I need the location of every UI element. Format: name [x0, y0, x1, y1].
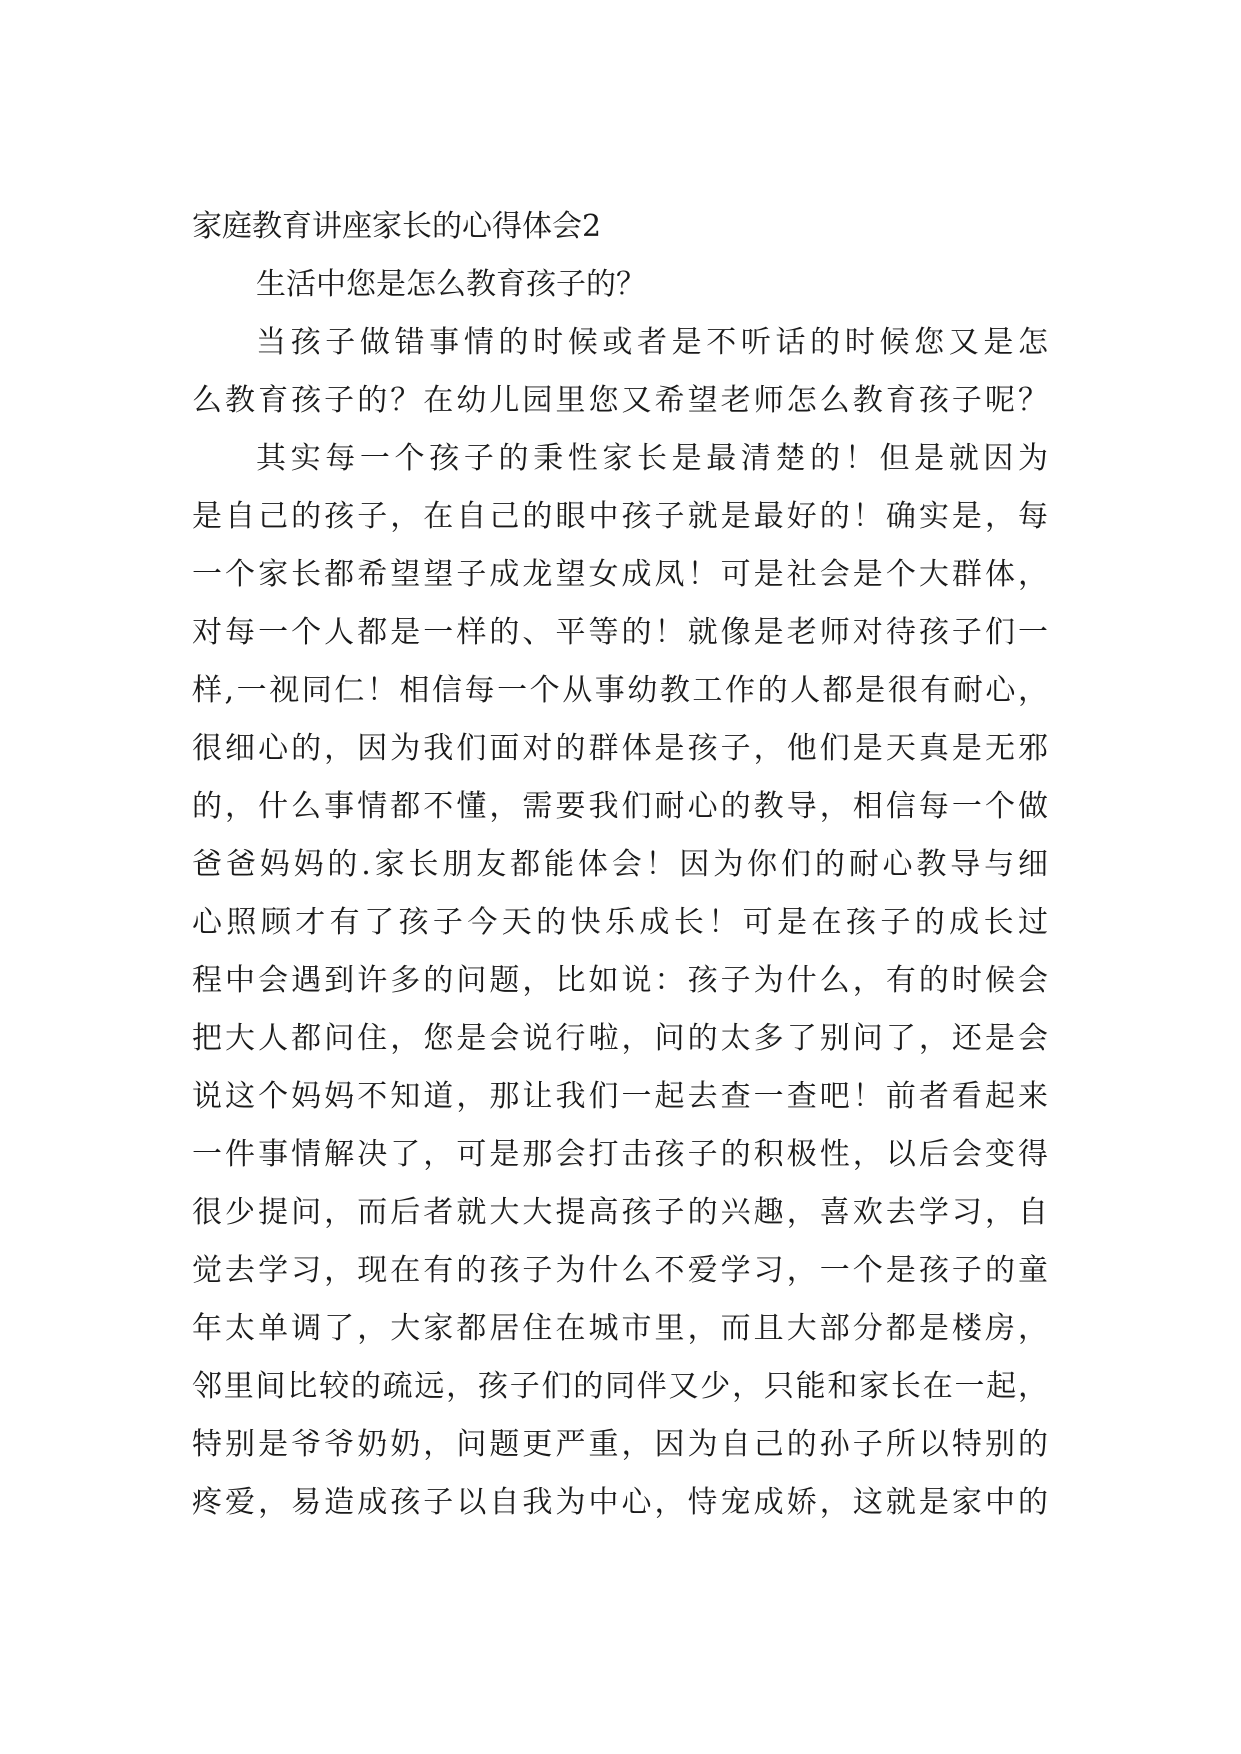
text-line: 是自己的孩子，在自己的眼中孩子就是最好的！确实是，每 [192, 499, 1048, 534]
text-line: 程中会遇到许多的问题，比如说：孩子为什么，有的时候会 [192, 963, 1048, 998]
text-line: 很细心的，因为我们面对的群体是孩子，他们是天真是无邪 [192, 731, 1048, 766]
text-line: 其实每一个孩子的秉性家长是最清楚的！但是就因为 [256, 441, 1048, 476]
text-line: 特别是爷爷奶奶，问题更严重，因为自己的孙子所以特别的 [192, 1427, 1048, 1462]
text-line: 邻里间比较的疏远，孩子们的同伴又少，只能和家长在一起， [192, 1369, 1048, 1404]
text-line: 疼爱，易造成孩子以自我为中心，恃宠成娇，这就是家中的 [192, 1485, 1048, 1520]
question-line: 生活中您是怎么教育孩子的？ [256, 267, 646, 302]
text-line: 么教育孩子的？在幼儿园里您又希望老师怎么教育孩子呢？ [192, 383, 1048, 418]
text-line: 心照顾才有了孩子今天的快乐成长！可是在孩子的成长过 [192, 905, 1048, 940]
text-line: 当孩子做错事情的时候或者是不听话的时候您又是怎 [256, 325, 1048, 360]
text-line: 说这个妈妈不知道，那让我们一起去查一查吧！前者看起来 [192, 1079, 1048, 1114]
document-body [192, 198, 1048, 1532]
text-line: 觉去学习，现在有的孩子为什么不爱学习，一个是孩子的童 [192, 1253, 1048, 1288]
document-title: 家庭教育讲座家长的心得体会2 [192, 209, 602, 244]
text-line: 一个家长都希望望子成龙望女成凤！可是社会是个大群体， [192, 557, 1048, 592]
text-line: 很少提问，而后者就大大提高孩子的兴趣，喜欢去学习，自 [192, 1195, 1048, 1230]
text-line: 爸爸妈妈的.家长朋友都能体会！因为你们的耐心教导与细 [192, 847, 1048, 882]
text-line: 样,一视同仁！相信每一个从事幼教工作的人都是很有耐心， [192, 673, 1048, 708]
paragraph-2 [192, 430, 1048, 1532]
text-line: 一件事情解决了，可是那会打击孩子的积极性，以后会变得 [192, 1137, 1048, 1172]
text-line: 的，什么事情都不懂，需要我们耐心的教导，相信每一个做 [192, 789, 1048, 824]
paragraph-1 [192, 314, 1048, 430]
text-line: 年太单调了，大家都居住在城市里，而且大部分都是楼房， [192, 1311, 1048, 1346]
text-line: 对每一个人都是一样的、平等的！就像是老师对待孩子们一 [192, 615, 1048, 650]
text-line: 把大人都问住，您是会说行啦，问的太多了别问了，还是会 [192, 1021, 1048, 1056]
